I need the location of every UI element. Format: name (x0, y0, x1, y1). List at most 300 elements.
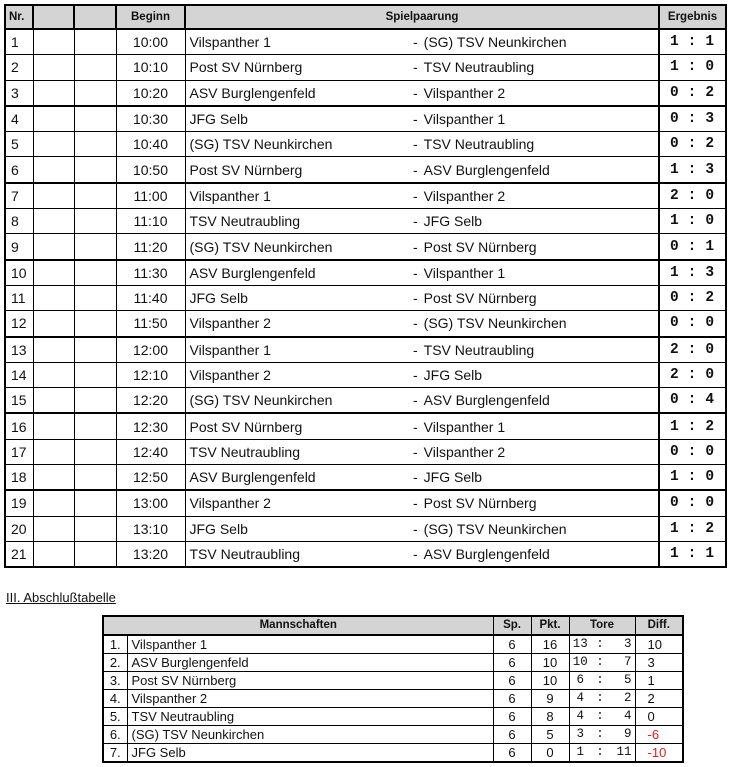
away-goals: 0 (705, 443, 716, 460)
goal-difference: 0 (635, 708, 683, 726)
home-team: ASV Burglengenfeld (185, 80, 409, 106)
match-blank-2 (74, 260, 116, 286)
schedule-header-row (5, 5, 726, 29)
match-row (5, 490, 726, 516)
goals-against: 3 (609, 635, 635, 654)
away-team: (SG) TSV Neunkirchen (423, 520, 567, 537)
match-row (5, 541, 726, 567)
home-team: Vilspanther 2 (185, 362, 409, 387)
home-team: ASV Burglengenfeld (185, 465, 409, 491)
home-goals: 0 (669, 315, 680, 332)
match-blank-1 (33, 439, 74, 464)
match-blank-2 (74, 132, 116, 157)
match-result (659, 439, 726, 464)
home-team: Vilspanther 1 (185, 337, 409, 363)
match-blank-1 (33, 183, 74, 209)
match-blank-1 (33, 55, 74, 80)
header-pairing: Spielpaarung (185, 5, 659, 29)
pairing-separator: - (413, 187, 418, 204)
team-points: 16 (531, 635, 569, 654)
match-result (659, 55, 726, 80)
pairing-separator: - (413, 264, 418, 281)
match-number: 10 (5, 260, 33, 286)
goals-for: 6 (569, 672, 591, 690)
match-row (5, 285, 726, 310)
match-result (659, 337, 726, 363)
home-goals: 1 (669, 469, 680, 486)
goals-against: 7 (609, 654, 635, 672)
team-rank: 4. (103, 690, 127, 708)
score-separator: : (687, 495, 698, 512)
away-goals: 0 (705, 469, 716, 486)
home-team: TSV Neutraubling (185, 209, 409, 234)
away-team: Vilspanther 1 (423, 264, 506, 281)
match-blank-2 (74, 516, 116, 541)
match-number: 12 (5, 311, 33, 337)
match-blank-2 (74, 362, 116, 387)
away-team: ASV Burglengenfeld (423, 546, 550, 563)
match-row (5, 388, 726, 414)
match-row (5, 439, 726, 464)
header-diff: Diff. (635, 616, 683, 635)
match-time: 12:40 (116, 439, 185, 464)
away-goals: 0 (705, 59, 716, 76)
score-separator: : (687, 469, 698, 486)
score-separator: : (687, 290, 698, 307)
pairing-separator: - (413, 392, 418, 409)
score-separator: : (687, 84, 698, 101)
match-row (5, 260, 726, 286)
score-separator: : (687, 187, 698, 204)
match-number: 9 (5, 234, 33, 260)
match-blank-2 (74, 106, 116, 132)
match-number: 20 (5, 516, 33, 541)
match-number: 4 (5, 106, 33, 132)
away-team: Vilspanther 2 (423, 187, 506, 204)
match-time: 11:30 (116, 260, 185, 286)
away-goals: 1 (705, 546, 716, 563)
home-goals: 1 (669, 546, 680, 563)
team-points: 10 (531, 672, 569, 690)
header-goals: Tore (569, 616, 635, 635)
games-played: 6 (493, 726, 531, 744)
match-number: 11 (5, 285, 33, 310)
match-row (5, 362, 726, 387)
away-goals: 2 (705, 290, 716, 307)
away-team: Vilspanther 2 (423, 84, 506, 101)
pairing-separator: - (413, 213, 418, 230)
goals-against: 11 (609, 744, 635, 763)
goals-separator: : (591, 690, 609, 708)
match-blank-1 (33, 234, 74, 260)
goals-for: 4 (569, 690, 591, 708)
away-goals: 3 (705, 264, 716, 281)
match-time: 11:50 (116, 311, 185, 337)
away-goals: 1 (705, 238, 716, 255)
score-separator: : (687, 34, 698, 51)
match-blank-1 (33, 465, 74, 491)
match-row (5, 337, 726, 363)
goals-for: 13 (569, 635, 591, 654)
match-time: 13:20 (116, 541, 185, 567)
games-played: 6 (493, 654, 531, 672)
match-blank-1 (33, 362, 74, 387)
pairing-separator: - (413, 161, 418, 178)
header-nr: Nr. (5, 5, 33, 29)
match-row (5, 29, 726, 55)
goal-difference: 10 (635, 635, 683, 654)
team-points: 0 (531, 744, 569, 763)
match-time: 10:30 (116, 106, 185, 132)
match-time: 13:00 (116, 490, 185, 516)
score-separator: : (687, 264, 698, 281)
home-goals: 0 (669, 392, 680, 409)
away-team-cell (409, 439, 659, 464)
schedule-body (5, 29, 726, 567)
match-time: 10:20 (116, 80, 185, 106)
home-goals: 0 (669, 238, 680, 255)
games-played: 6 (493, 708, 531, 726)
goals-against: 9 (609, 726, 635, 744)
score-separator: : (687, 418, 698, 435)
pairing-separator: - (413, 495, 418, 512)
home-goals: 2 (669, 187, 680, 204)
match-blank-1 (33, 541, 74, 567)
away-team: Vilspanther 1 (423, 111, 506, 128)
goals-against: 5 (609, 672, 635, 690)
standings-row (103, 654, 683, 672)
match-blank-2 (74, 337, 116, 363)
match-blank-1 (33, 80, 74, 106)
home-team: Post SV Nürnberg (185, 413, 409, 439)
match-blank-2 (74, 388, 116, 414)
match-row (5, 465, 726, 491)
goal-difference: 2 (635, 690, 683, 708)
team-name: JFG Selb (127, 744, 493, 763)
match-blank-2 (74, 465, 116, 491)
home-team: TSV Neutraubling (185, 541, 409, 567)
match-result (659, 183, 726, 209)
away-team-cell (409, 80, 659, 106)
goals-for: 10 (569, 654, 591, 672)
match-blank-1 (33, 311, 74, 337)
team-rank: 5. (103, 708, 127, 726)
match-result (659, 311, 726, 337)
score-separator: : (687, 367, 698, 383)
away-team: TSV Neutraubling (423, 59, 535, 76)
score-separator: : (687, 59, 698, 76)
match-blank-1 (33, 388, 74, 414)
home-goals: 2 (669, 341, 680, 358)
away-team: Vilspanther 2 (423, 443, 506, 460)
goals-separator: : (591, 744, 609, 763)
score-separator: : (687, 111, 698, 128)
match-time: 10:10 (116, 55, 185, 80)
match-number: 7 (5, 183, 33, 209)
goals-separator: : (591, 708, 609, 726)
match-number: 19 (5, 490, 33, 516)
match-time: 10:50 (116, 157, 185, 183)
team-rank: 7. (103, 744, 127, 763)
pairing-separator: - (413, 315, 418, 332)
team-points: 8 (531, 708, 569, 726)
team-name: (SG) TSV Neunkirchen (127, 726, 493, 744)
home-goals: 0 (669, 84, 680, 101)
home-goals: 0 (669, 111, 680, 128)
match-row (5, 209, 726, 234)
match-number: 2 (5, 55, 33, 80)
match-result (659, 209, 726, 234)
match-blank-2 (74, 80, 116, 106)
away-team-cell (409, 183, 659, 209)
score-separator: : (687, 213, 698, 230)
match-result (659, 541, 726, 567)
home-goals: 1 (669, 213, 680, 230)
match-result (659, 106, 726, 132)
away-team-cell (409, 209, 659, 234)
match-result (659, 260, 726, 286)
away-team-cell (409, 541, 659, 567)
match-blank-1 (33, 132, 74, 157)
games-played: 6 (493, 635, 531, 654)
goals-separator: : (591, 635, 609, 654)
match-time: 12:10 (116, 362, 185, 387)
standings-row (103, 708, 683, 726)
match-row (5, 132, 726, 157)
away-goals: 2 (705, 84, 716, 101)
home-goals: 1 (669, 59, 680, 76)
match-number: 8 (5, 209, 33, 234)
score-separator: : (687, 341, 698, 358)
match-result (659, 132, 726, 157)
home-goals: 1 (669, 161, 680, 178)
away-team: ASV Burglengenfeld (423, 392, 550, 409)
away-team-cell (409, 362, 659, 387)
pairing-separator: - (413, 546, 418, 563)
match-time: 12:50 (116, 465, 185, 491)
match-blank-2 (74, 490, 116, 516)
match-blank-2 (74, 209, 116, 234)
away-goals: 2 (705, 520, 716, 537)
team-points: 5 (531, 726, 569, 744)
match-number: 5 (5, 132, 33, 157)
home-goals: 1 (669, 418, 680, 435)
away-team-cell (409, 106, 659, 132)
score-separator: : (687, 520, 698, 537)
header-begin: Beginn (116, 5, 185, 29)
standings-row (103, 635, 683, 654)
pairing-separator: - (413, 84, 418, 101)
match-blank-1 (33, 337, 74, 363)
match-row (5, 183, 726, 209)
team-rank: 1. (103, 635, 127, 654)
team-rank: 2. (103, 654, 127, 672)
score-separator: : (687, 443, 698, 460)
match-result (659, 465, 726, 491)
goals-for: 1 (569, 744, 591, 763)
home-goals: 0 (669, 290, 680, 307)
match-time: 12:00 (116, 337, 185, 363)
header-games: Sp. (493, 616, 531, 635)
team-name: TSV Neutraubling (127, 708, 493, 726)
goals-separator: : (591, 726, 609, 744)
goals-against: 2 (609, 690, 635, 708)
header-points: Pkt. (531, 616, 569, 635)
away-goals: 0 (705, 367, 716, 383)
away-goals: 0 (705, 187, 716, 204)
match-number: 14 (5, 362, 33, 387)
team-rank: 6. (103, 726, 127, 744)
match-blank-1 (33, 260, 74, 286)
games-played: 6 (493, 672, 531, 690)
home-goals: 1 (669, 34, 680, 51)
away-team: Post SV Nürnberg (423, 290, 537, 307)
team-name: Vilspanther 1 (127, 635, 493, 654)
match-row (5, 80, 726, 106)
home-team: JFG Selb (185, 516, 409, 541)
standings-row (103, 744, 683, 763)
match-blank-1 (33, 285, 74, 310)
pairing-separator: - (413, 34, 418, 51)
pairing-separator: - (413, 469, 418, 486)
away-team-cell (409, 132, 659, 157)
match-blank-2 (74, 541, 116, 567)
match-number: 17 (5, 439, 33, 464)
home-team: Post SV Nürnberg (185, 157, 409, 183)
away-team-cell (409, 413, 659, 439)
pairing-separator: - (413, 111, 418, 128)
header-blank-1 (33, 5, 74, 29)
match-time: 11:20 (116, 234, 185, 260)
match-blank-2 (74, 439, 116, 464)
games-played: 6 (493, 744, 531, 763)
goal-difference: 1 (635, 672, 683, 690)
match-result (659, 234, 726, 260)
match-blank-2 (74, 234, 116, 260)
home-team: JFG Selb (185, 285, 409, 310)
final-table-caption: III. Abschlußtabelle (6, 590, 116, 605)
goals-separator: : (591, 654, 609, 672)
away-team: JFG Selb (423, 469, 483, 486)
standings-body (103, 635, 683, 762)
match-result (659, 285, 726, 310)
match-number: 16 (5, 413, 33, 439)
standings-row (103, 690, 683, 708)
match-result (659, 362, 726, 387)
home-team: Vilspanther 2 (185, 311, 409, 337)
away-goals: 0 (705, 315, 716, 332)
match-number: 13 (5, 337, 33, 363)
away-goals: 0 (705, 495, 716, 512)
match-blank-2 (74, 183, 116, 209)
home-team: Vilspanther 2 (185, 490, 409, 516)
match-time: 13:10 (116, 516, 185, 541)
match-result (659, 29, 726, 55)
match-blank-1 (33, 106, 74, 132)
away-team: TSV Neutraubling (423, 341, 535, 358)
home-team: TSV Neutraubling (185, 439, 409, 464)
match-number: 3 (5, 80, 33, 106)
match-blank-2 (74, 157, 116, 183)
team-points: 10 (531, 654, 569, 672)
match-blank-2 (74, 285, 116, 310)
away-team: (SG) TSV Neunkirchen (423, 34, 567, 51)
pairing-separator: - (413, 520, 418, 537)
home-team: ASV Burglengenfeld (185, 260, 409, 286)
score-separator: : (687, 161, 698, 178)
match-result (659, 80, 726, 106)
match-result (659, 516, 726, 541)
score-separator: : (687, 238, 698, 255)
match-number: 1 (5, 29, 33, 55)
match-time: 12:30 (116, 413, 185, 439)
match-row (5, 413, 726, 439)
match-blank-2 (74, 55, 116, 80)
match-result (659, 413, 726, 439)
score-separator: : (687, 546, 698, 563)
home-team: Vilspanther 1 (185, 29, 409, 55)
match-number: 21 (5, 541, 33, 567)
match-blank-2 (74, 413, 116, 439)
team-name: Vilspanther 2 (127, 690, 493, 708)
match-result (659, 157, 726, 183)
away-team-cell (409, 388, 659, 414)
match-blank-2 (74, 29, 116, 55)
away-goals: 3 (705, 161, 716, 178)
away-team-cell (409, 157, 659, 183)
match-time: 11:00 (116, 183, 185, 209)
match-number: 18 (5, 465, 33, 491)
match-row (5, 516, 726, 541)
match-row (5, 55, 726, 80)
away-team: (SG) TSV Neunkirchen (423, 315, 567, 332)
goals-separator: : (591, 672, 609, 690)
away-goals: 1 (705, 34, 716, 51)
score-separator: : (687, 392, 698, 409)
home-team: (SG) TSV Neunkirchen (185, 234, 409, 260)
match-time: 10:40 (116, 132, 185, 157)
match-row (5, 311, 726, 337)
away-team: ASV Burglengenfeld (423, 161, 550, 178)
home-goals: 0 (669, 136, 680, 153)
games-played: 6 (493, 690, 531, 708)
final-standings-table (102, 615, 684, 763)
home-team: Post SV Nürnberg (185, 55, 409, 80)
match-time: 11:40 (116, 285, 185, 310)
away-goals: 4 (705, 392, 716, 409)
home-team: (SG) TSV Neunkirchen (185, 132, 409, 157)
goals-for: 3 (569, 726, 591, 744)
pairing-separator: - (413, 136, 418, 153)
goals-for: 4 (569, 708, 591, 726)
team-name: ASV Burglengenfeld (127, 654, 493, 672)
pairing-separator: - (413, 59, 418, 76)
standings-header-row (103, 616, 683, 635)
away-team-cell (409, 285, 659, 310)
away-goals: 0 (705, 213, 716, 230)
match-blank-1 (33, 413, 74, 439)
away-goals: 0 (705, 341, 716, 358)
pairing-separator: - (413, 238, 418, 255)
header-result: Ergebnis (659, 5, 726, 29)
team-name: Post SV Nürnberg (127, 672, 493, 690)
goals-against: 4 (609, 708, 635, 726)
pairing-separator: - (413, 341, 418, 358)
away-team-cell (409, 490, 659, 516)
away-team-cell (409, 29, 659, 55)
standings-row (103, 726, 683, 744)
away-team: Post SV Nürnberg (423, 495, 537, 512)
